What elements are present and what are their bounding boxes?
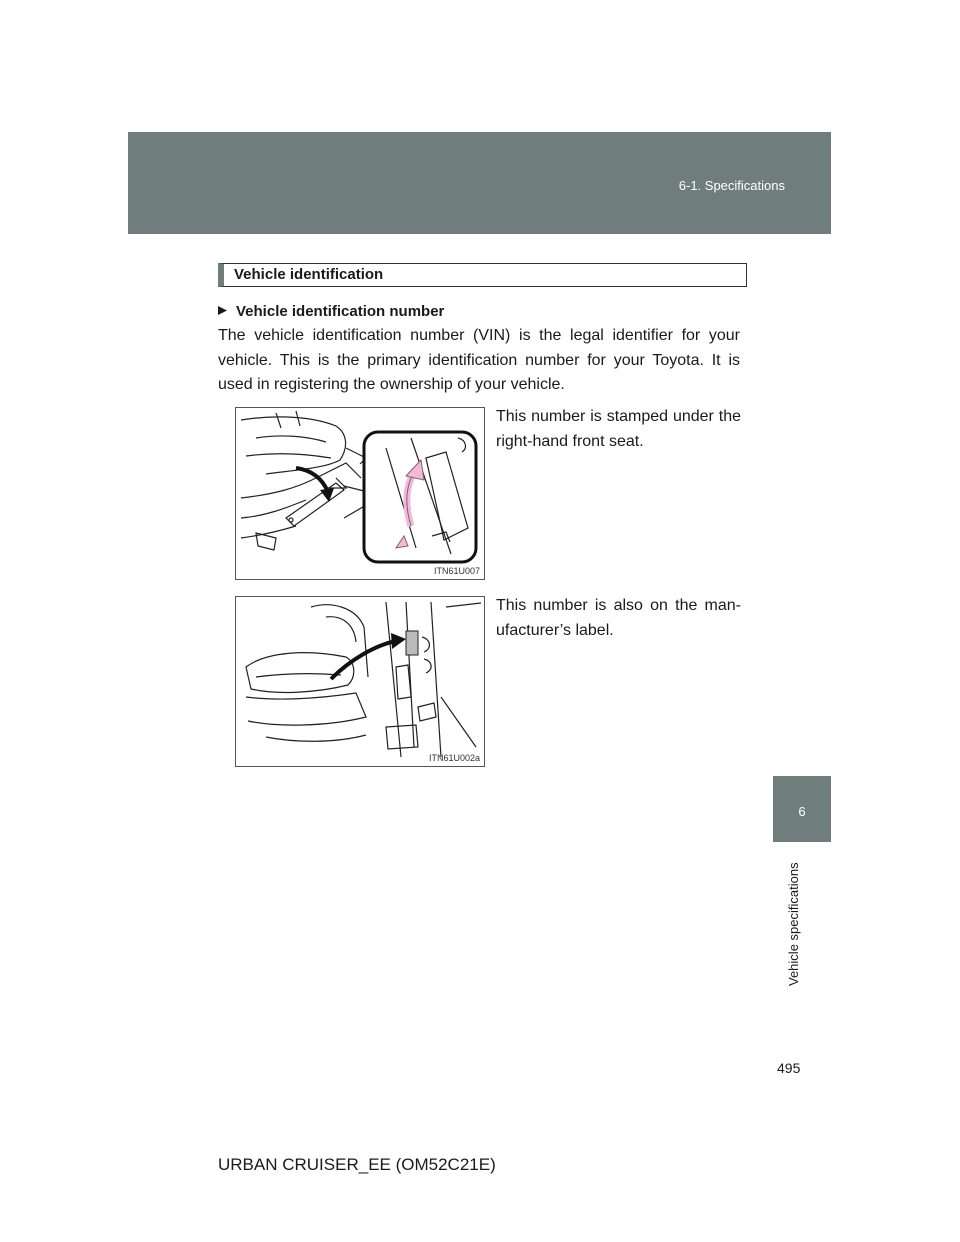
bullet-icon [218, 306, 227, 315]
figure-manufacturer-label [235, 596, 485, 767]
door-pillar-illustration [236, 597, 484, 766]
chapter-header [128, 132, 831, 234]
header-section-label: 6-1. Specifications [678, 178, 785, 193]
chapter-number: 6 [798, 804, 806, 819]
chapter-title: Vehicle specifications [786, 862, 801, 986]
chapter-tab [773, 776, 831, 842]
subsection-title: Vehicle identification number [236, 303, 445, 320]
footer-model: URBAN CRUISER_EE (OM52C21E) [218, 1155, 496, 1174]
figure-code: ITN61U002a [428, 753, 480, 763]
page-number: 495 [777, 1060, 801, 1076]
body-paragraph: The vehicle identification number (VIN) is the legal identifier for your vehicle. This is the primary identification number for your Toyota. It is used in registering the ownership of your vehicle. [218, 327, 740, 393]
subsection-heading [218, 303, 444, 320]
figure-caption: This number is also on the man-ufacturer’s label. [496, 597, 741, 639]
figure-code: ITN61U007 [433, 566, 480, 576]
figure-caption: This number is stamped under the right-hand front seat. [496, 408, 741, 450]
section-heading [218, 263, 747, 287]
section-title: Vehicle identification [234, 266, 384, 283]
seat-illustration [236, 408, 484, 579]
figure-seat-vin [235, 407, 485, 580]
